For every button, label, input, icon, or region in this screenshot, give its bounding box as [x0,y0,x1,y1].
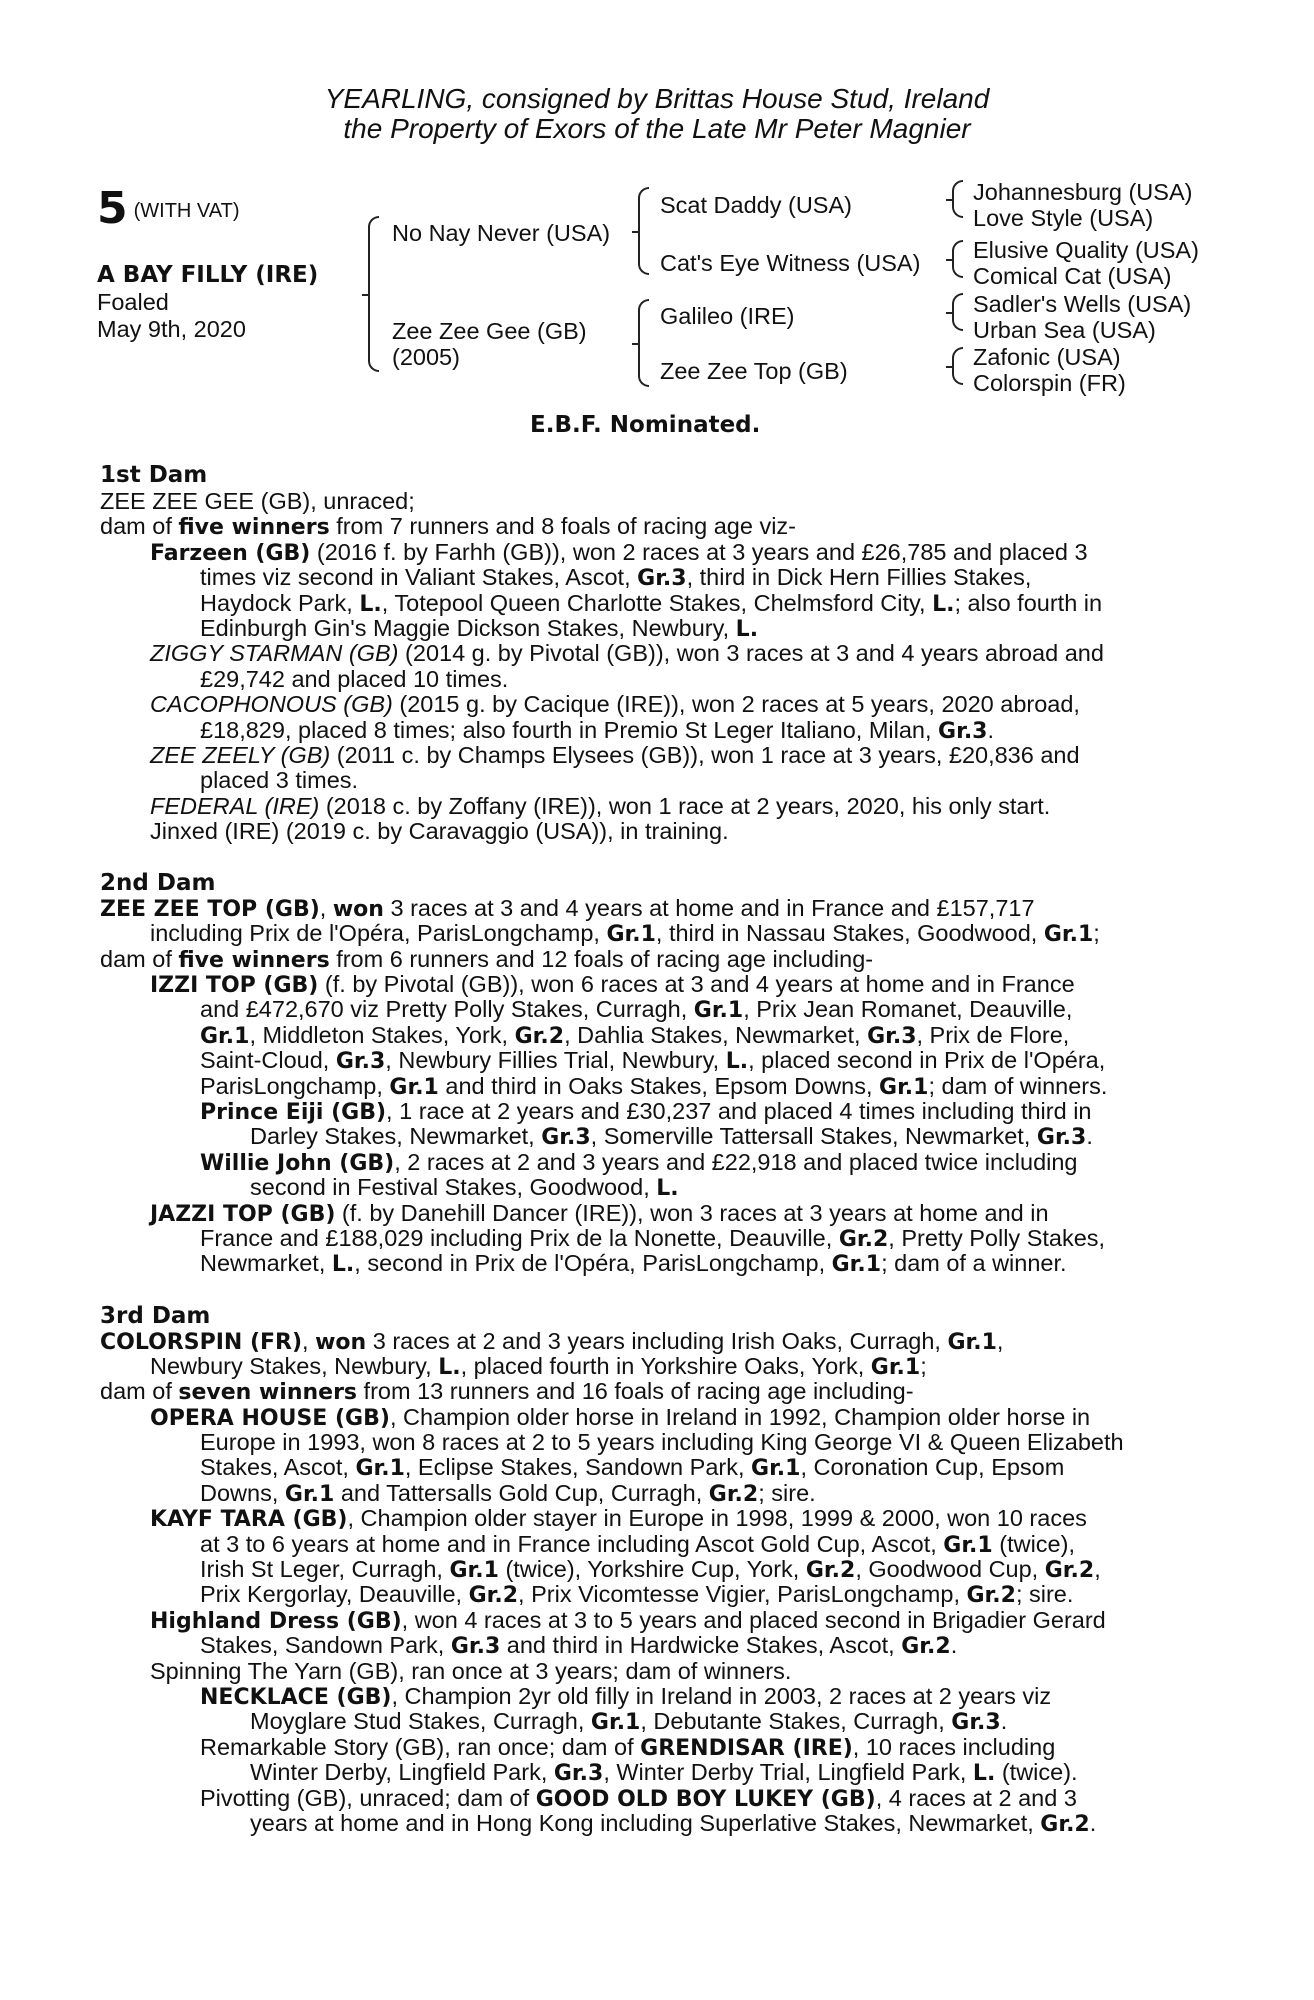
text-segment: years at home and in Hong Kong including Superlative Stakes, Newmarket, [250,1810,1041,1836]
text-segment: , Prix Vicomtesse Vigier, ParisLongchamp, [518,1581,967,1607]
dam2-line-12 [150,1201,1049,1228]
text-segment: (f. by Danehill Dancer (IRE)), won 3 races at 3 years at home and in [335,1200,1049,1226]
bold-text: Gr.1 [870,1355,921,1380]
text-segment: dam of [100,1378,179,1404]
dam2-line-2 [100,947,873,974]
pedigree-ddd: Colorspin (FR) [973,370,1126,396]
pedigree-sd: Cat's Eye Witness (USA) [660,250,921,276]
section-heading-3rd-dam: 3rd Dam [100,1303,211,1329]
bold-text: L. [331,1252,355,1277]
dam2-line-13 [200,1226,1105,1253]
section-heading-2nd-dam: 2nd Dam [100,870,216,896]
dam1-line-6 [150,641,1104,667]
bold-text: IZZI TOP (GB) [150,973,319,998]
text-segment: ; also fourth in [954,590,1103,616]
text-segment: Moyglare Stud Stakes, Curragh, [250,1708,591,1734]
italic-text: ZEE ZEELY (GB) [150,742,331,768]
pedigree-brace-main [368,216,379,372]
dam2-line-14 [200,1251,1067,1278]
pedigree-brace-dam [638,299,649,387]
text-segment: , Prix de Flore, [916,1022,1070,1048]
dam2-line-9 [250,1124,1093,1151]
bold-text: JAZZI TOP (GB) [150,1202,336,1227]
dam3-line-14 [200,1684,1051,1711]
pedigree-sds: Elusive Quality (USA) [973,237,1199,263]
dam1-line-12 [150,794,1050,820]
text-segment: , [319,895,333,921]
lot-name: A BAY FILLY (IRE) [97,262,319,288]
dam1-line-8 [150,692,1080,718]
text-segment: , Coronation Cup, Epsom [800,1454,1065,1480]
vat-note: (WITH VAT) [133,200,240,222]
text-segment: Jinxed (IRE) (2019 c. by Caravaggio (USA)), in training. [150,818,729,844]
dam3-line-8 [200,1532,1075,1559]
text-segment: , Dahlia Stakes, Newmarket, [564,1022,868,1048]
text-segment: from 13 runners and 16 foals of racing age including- [357,1378,914,1404]
bold-text: Gr.2 [1040,1812,1090,1837]
bold-text: won [315,1330,367,1355]
dam3-line-19 [250,1811,1096,1838]
dam1-line-10 [150,743,1080,769]
text-segment: at 3 to 6 years at home and in France including Ascot Gold Cup, Ascot, [200,1531,944,1557]
dam2-line-10 [200,1150,1078,1177]
dam3-line-0 [100,1329,1003,1356]
text-segment: , Champion older stayer in Europe in 1998, 1999 & 2000, won 10 races [347,1505,1087,1531]
bold-text: L. [359,592,382,617]
pedigree-brace-sire [638,187,649,275]
dam2-line-8 [200,1099,1092,1126]
text-segment: (2014 g. by Pivotal (GB)), won 3 races at 3 and 4 years abroad and [398,640,1104,666]
bold-text: Gr.1 [449,1558,499,1583]
dam1-line-11 [200,768,358,794]
text-segment: , Winter Derby Trial, Lingfield Park, [603,1759,973,1785]
text-segment: 3 races at 2 and 3 years including Irish Oaks, Curragh, [366,1328,948,1354]
bold-text: GOOD OLD BOY LUKEY (GB) [535,1787,876,1812]
pedigree-brace-ss [952,180,963,218]
text-segment: placed 3 times. [200,767,359,793]
dam1-line-4 [200,591,1102,618]
pedigree-sdd: Comical Cat (USA) [973,263,1172,289]
bold-text: Gr.1 [389,1075,439,1100]
text-segment: ; [1093,920,1100,946]
bold-text: L. [656,1176,679,1201]
text-segment: £29,742 and placed 10 times. [200,666,509,692]
dam1-line-7 [200,667,508,693]
text-segment: Spinning The Yarn (GB), ran once at 3 years; dam of winners. [150,1658,792,1684]
pedigree-dss: Sadler's Wells (USA) [973,291,1192,317]
text-segment: ParisLongchamp, [200,1073,390,1099]
dam2-line-5 [200,1023,1069,1050]
dam1-line-2 [150,540,1088,567]
lot-number: 5 [97,183,128,234]
text-segment: , 10 races including [852,1734,1056,1760]
text-segment: ; dam of a winner. [881,1250,1067,1276]
text-segment: , [996,1328,1004,1354]
bold-text: Prince Eiji (GB) [200,1100,387,1125]
pedigree-brace-sd [952,240,963,278]
text-segment: from 6 runners and 12 foals of racing age including- [329,946,874,972]
dam2-line-7 [200,1074,1107,1101]
text-segment: . [1000,1708,1008,1734]
text-segment: , Prix Jean Romanet, Deauville, [743,996,1073,1022]
dam2-line-3 [150,972,1075,999]
text-segment: , Middleton Stakes, York, [249,1022,515,1048]
dam2-line-0 [100,896,1035,923]
text-segment: (2011 c. by Champs Elysees (GB)), won 1 race at 3 years, £20,836 and [330,742,1080,768]
text-segment: , third in Dick Hern Fillies Stakes, [686,564,1032,590]
text-segment: . [1086,1123,1093,1149]
dam3-line-6 [200,1481,816,1508]
text-segment: , Champion 2yr old filly in Ireland in 2003, 2 races at 2 years viz [391,1683,1052,1709]
text-segment: Remarkable Story (GB), ran once; dam of [200,1734,641,1760]
pedigree-ssd: Love Style (USA) [973,205,1154,231]
pedigree-dd: Zee Zee Top (GB) [660,358,848,384]
pedigree-sss: Johannesburg (USA) [973,179,1193,205]
text-segment: , Pretty Polly Stakes, [888,1225,1106,1251]
text-segment: ; dam of winners. [928,1073,1108,1099]
bold-text: seven winners [178,1380,358,1405]
dam3-line-12 [200,1633,957,1660]
bold-text: Farzeen (GB) [150,541,311,566]
text-segment: . [950,1632,958,1658]
text-segment: ZEE ZEE GEE (GB), unraced; [100,488,415,514]
text-segment: Saint-Cloud, [200,1047,336,1073]
bold-text: Gr.1 [200,1024,250,1049]
bold-text: Gr.1 [1043,922,1094,947]
bold-text: Gr.3 [541,1125,591,1150]
bold-text: Gr.1 [693,998,744,1023]
foaled-label: Foaled [97,289,169,315]
pedigree-dsd: Urban Sea (USA) [973,317,1156,343]
dam3-line-7 [150,1506,1087,1533]
dam3-line-15 [250,1709,1007,1736]
text-segment: Stakes, Ascot, [200,1454,356,1480]
text-segment: Winter Derby, Lingfield Park, [250,1759,554,1785]
bold-text: Gr.1 [879,1075,929,1100]
bold-text: KAYF TARA (GB) [150,1507,348,1532]
pedigree-sire: No Nay Never (USA) [392,220,611,246]
bold-text: L. [972,1761,996,1786]
text-segment: (2016 f. by Farhh (GB)), won 2 races at 3 years and £26,785 and placed 3 [310,539,1088,565]
text-segment: and Tattersalls Gold Cup, Curragh, [334,1480,709,1506]
bold-text: Gr.2 [805,1558,856,1583]
bold-text: GRENDISAR (IRE) [640,1736,853,1761]
bold-text: Gr.3 [450,1634,501,1659]
bold-text: Highland Dress (GB) [150,1609,402,1634]
bold-text: L. [735,617,759,642]
text-segment: Pivotting (GB), unraced; dam of [200,1785,536,1811]
text-segment: dam of [100,946,179,972]
text-segment: , Debutante Stakes, Curragh, [640,1708,952,1734]
dam3-line-2 [100,1379,914,1406]
italic-text: ZIGGY STARMAN (GB) [150,640,399,666]
dam1-line-1 [100,514,796,541]
text-segment: second in Festival Stakes, Goodwood, [250,1174,657,1200]
text-segment: , 4 races at 2 and 3 [875,1785,1077,1811]
text-segment: . [1089,1810,1097,1836]
dam3-line-16 [200,1735,1055,1762]
text-segment: ; [920,1353,927,1379]
section-heading-1st-dam: 1st Dam [100,462,208,488]
text-segment: , Champion older horse in Ireland in 1992, Champion older horse in [389,1404,1091,1430]
text-segment: (2018 c. by Zoffany (IRE)), won 1 race at 2 years, 2020, his only start. [319,793,1051,819]
bold-text: Gr.3 [1036,1125,1087,1150]
header-line-2: the Property of Exors of the Late Mr Peter Magnier [343,113,971,144]
text-segment: including Prix de l'Opéra, ParisLongchamp, [150,920,607,946]
text-segment: , Eclipse Stakes, Sandown Park, [404,1454,752,1480]
bold-text: ZEE ZEE TOP (GB) [100,897,320,922]
text-segment: £18,829, placed 8 times; also fourth in Premio St Leger Italiano, Milan, [200,717,939,743]
text-segment: Newbury Stakes, Newbury, [150,1353,439,1379]
bold-text: OPERA HOUSE (GB) [150,1406,390,1431]
text-segment: , won 4 races at 3 to 5 years and placed second in Brigadier Gerard [401,1607,1106,1633]
italic-text: CACOPHONOUS (GB) [150,691,393,717]
bold-text: Gr.1 [284,1482,335,1507]
italic-text: FEDERAL (IRE) [150,793,320,819]
text-segment: , placed second in Prix de l'Opéra, [748,1047,1106,1073]
bold-text: Gr.3 [637,566,687,591]
bold-text: COLORSPIN (FR) [100,1330,303,1355]
bold-text: Gr.1 [590,1710,641,1735]
bold-text: Gr.1 [947,1330,997,1355]
dam1-line-13 [150,819,729,845]
dam2-line-1 [150,921,1100,948]
text-segment: Haydock Park, [200,590,360,616]
bold-text: Gr.1 [751,1456,801,1481]
text-segment: (twice), [992,1531,1075,1557]
lot-number-block [97,183,240,234]
text-segment: Europe in 1993, won 8 races at 2 to 5 years including King George VI & Queen Elizabeth [200,1429,1124,1455]
text-segment: , placed fourth in Yorkshire Oaks, York, [460,1353,871,1379]
pedigree-ss: Scat Daddy (USA) [660,192,852,218]
dam2-line-11 [250,1175,679,1202]
dam3-line-10 [200,1582,1073,1609]
dam3-line-11 [150,1608,1106,1635]
text-segment: , Newbury Fillies Trial, Newbury, [385,1047,726,1073]
dam3-line-13 [150,1659,791,1685]
bold-text: Gr.3 [335,1049,386,1074]
text-segment: Prix Kergorlay, Deauville, [200,1581,469,1607]
bold-text: won [332,897,384,922]
bold-text: Gr.2 [708,1482,759,1507]
bold-text: Gr.1 [943,1533,993,1558]
text-segment: Edinburgh Gin's Maggie Dickson Stakes, Newbury, [200,615,736,641]
dam3-line-3 [150,1405,1090,1432]
text-segment: Newmarket, [200,1250,332,1276]
pedigree-ds: Galileo (IRE) [660,303,795,329]
text-segment: (twice). [995,1759,1078,1785]
dam3-line-4 [200,1430,1124,1456]
text-segment: and third in Oaks Stakes, Epsom Downs, [438,1073,880,1099]
dam1-line-5 [200,616,758,643]
text-segment: and third in Hardwicke Stakes, Ascot, [500,1632,902,1658]
dam2-line-4 [200,997,1072,1024]
text-segment: ; sire. [1015,1581,1074,1607]
dam1-line-9 [200,718,994,745]
pedigree-brace-dd [952,347,963,385]
bold-text: Gr.1 [606,922,656,947]
bold-text: Gr.2 [514,1024,565,1049]
dam3-line-1 [150,1354,927,1381]
bold-text: Gr.3 [938,719,988,744]
text-segment: Downs, [200,1480,285,1506]
bold-text: Gr.2 [838,1227,889,1252]
pedigree-brace-ds [952,293,963,331]
pedigree-dds: Zafonic (USA) [973,344,1121,370]
bold-text: Gr.2 [1044,1558,1095,1583]
header-line-1: YEARLING, consigned by Brittas House Stud, Ireland [324,83,990,114]
text-segment: , second in Prix de l'Opéra, ParisLongchamp, [354,1250,832,1276]
pedigree-dam: Zee Zee Gee (GB) [392,318,587,344]
text-segment: . [987,717,995,743]
bold-text: Gr.1 [831,1252,882,1277]
ebf-nomination: E.B.F. Nominated. [530,412,761,438]
bold-text: L. [725,1049,749,1074]
text-segment: dam of [100,513,179,539]
foaled-date: May 9th, 2020 [97,316,246,342]
text-segment: Stakes, Sandown Park, [200,1632,451,1658]
bold-text: Willie John (GB) [200,1151,395,1176]
bold-text: L. [438,1355,461,1380]
text-segment: (twice), Yorkshire Cup, York, [498,1556,806,1582]
text-segment: , third in Nassau Stakes, Goodwood, [655,920,1044,946]
bold-text: Gr.2 [901,1634,951,1659]
text-segment: , [302,1328,316,1354]
text-segment: (2015 g. by Cacique (IRE)), won 2 races at 5 years, 2020 abroad, [392,691,1080,717]
text-segment: 3 races at 3 and 4 years at home and in France and £157,717 [383,895,1035,921]
dam1-line-0 [100,489,415,515]
text-segment: Darley Stakes, Newmarket, [250,1123,542,1149]
bold-text: NECKLACE (GB) [200,1685,392,1710]
dam3-line-9 [200,1557,1101,1584]
text-segment: (f. by Pivotal (GB)), won 6 races at 3 and 4 years at home and in France [318,971,1075,997]
text-segment: , Somerville Tattersall Stakes, Newmarket, [590,1123,1037,1149]
bold-text: L. [932,592,955,617]
dam3-line-17 [250,1760,1078,1787]
bold-text: five winners [178,515,330,540]
text-segment: , Totepool Queen Charlotte Stakes, Chelmsford City, [381,590,933,616]
bold-text: Gr.3 [951,1710,1001,1735]
bold-text: Gr.2 [468,1583,519,1608]
text-segment: Irish St Leger, Curragh, [200,1556,450,1582]
text-segment: ; sire. [758,1480,816,1506]
dam2-line-6 [200,1048,1105,1075]
text-segment: France and £188,029 including Prix de la Nonette, Deauville, [200,1225,839,1251]
bold-text: five winners [178,948,330,973]
text-segment: from 7 runners and 8 foals of racing age viz- [329,513,796,539]
bold-text: Gr.3 [867,1024,917,1049]
bold-text: Gr.2 [966,1583,1016,1608]
text-segment: , 1 race at 2 years and £30,237 and placed 4 times including third in [386,1098,1092,1124]
bold-text: Gr.3 [553,1761,604,1786]
text-segment: , 2 races at 2 and 3 years and £22,918 and placed twice including [394,1149,1078,1175]
text-segment: times viz second in Valiant Stakes, Ascot, [200,564,638,590]
text-segment: and £472,670 viz Pretty Polly Stakes, Curragh, [200,996,694,1022]
dam3-line-18 [200,1786,1077,1813]
text-segment: , [1094,1556,1101,1582]
pedigree-dam-year: (2005) [392,344,460,370]
dam3-line-5 [200,1455,1064,1482]
bold-text: Gr.1 [355,1456,405,1481]
text-segment: , Goodwood Cup, [855,1556,1045,1582]
dam1-line-3 [200,565,1031,592]
